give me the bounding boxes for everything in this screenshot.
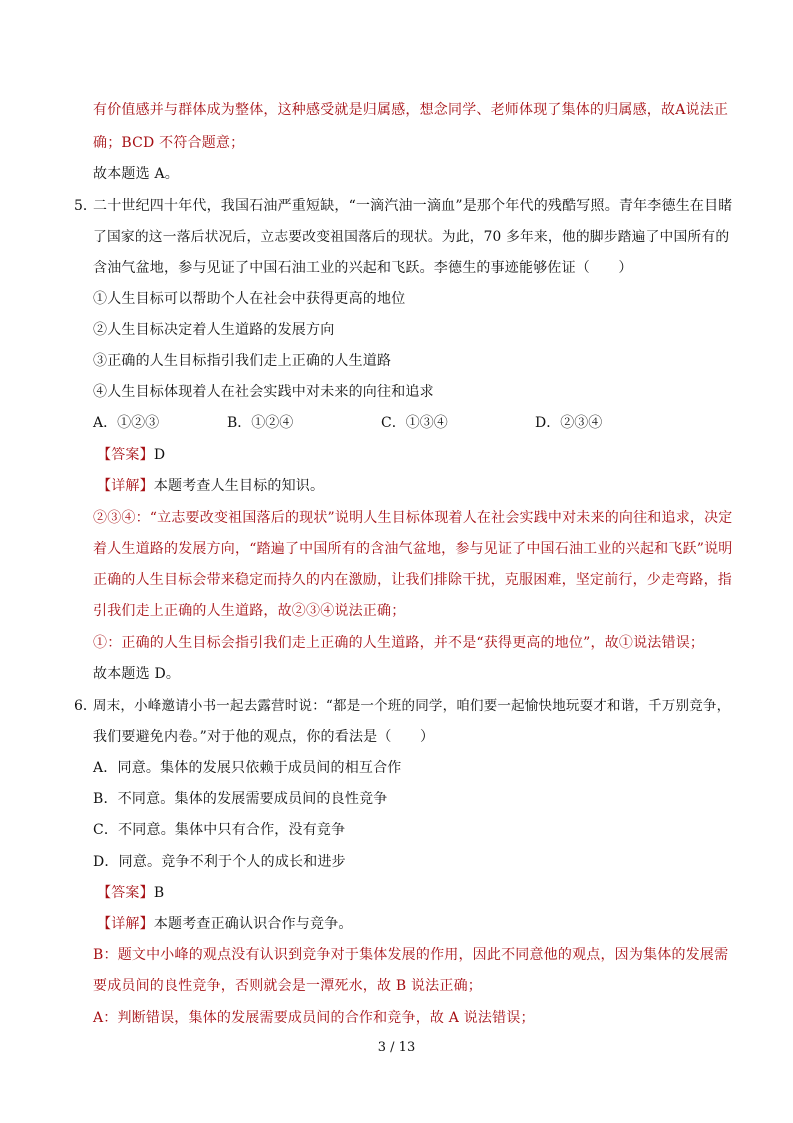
q5-explanation-line-4: 引我们走上正确的人生道路，故②③④说法正确；	[93, 603, 406, 619]
q6-stem-line-1: 周末，小峰邀请小书一起去露营时说：“都是一个班的同学，咱们要一起愉快地玩耍才和谐，千万别竞争，	[93, 698, 731, 714]
q5-detail	[97, 477, 324, 495]
q5-option-c: C．①③④	[381, 415, 448, 431]
q6-answer-tag: 【答案】	[97, 885, 154, 901]
q5-statement-1: ①人生目标可以帮助个人在社会中获得更高的地位	[93, 291, 406, 307]
prev-conclusion: 故本题选 A。	[93, 166, 179, 182]
q6-explanation-line-2: 要成员间的良性竞争，否则就会是一潭死水，故 B 说法正确；	[93, 978, 482, 994]
q6-detail	[97, 915, 353, 933]
q5-explanation-line-3: 正确的人生目标会带来稳定而持久的内在激励，让我们排除干扰，克服困难，坚定前行，少走弯路，指	[93, 572, 732, 588]
q5-option-d: D．②③④	[535, 415, 603, 431]
q6-detail-tag: 【详解】	[97, 916, 154, 932]
q5-explanation-line-2: 着人生道路的发展方向，“踏遍了中国所有的含油气盆地，参与见证了中国石油工业的兴起和飞跃”说明	[93, 541, 733, 557]
q5-option-b: B．①②④	[227, 415, 294, 431]
q5-stem-line-3: 含油气盆地，参与见证了中国石油工业的兴起和飞跃。李德生的事迹能够佐证（ ）	[93, 260, 633, 276]
q6-option-d: D．同意。竞争不利于个人的成长和进步	[93, 854, 346, 870]
q5-statement-3: ③正确的人生目标指引我们走上正确的人生道路	[93, 353, 392, 369]
q6-explanation-line-1: B：题文中小峰的观点没有认识到竞争对于集体发展的作用，因此不同意他的观点，因为集体的发展需	[93, 947, 729, 963]
q5-stem-line-2: 了国家的这一落后状况后，立志要改变祖国落后的现状。为此，70 多年来，他的脚步踏遍了中国所有的	[93, 229, 730, 245]
q5-explanation-line-5: ①：正确的人生目标会指引我们走上正确的人生道路，并不是“获得更高的地位”，故①说法错误；	[93, 635, 705, 651]
q5-detail-tag: 【详解】	[97, 478, 154, 494]
q6-stem-line-2: 我们要避免内卷。”对于他的观点，你的看法是（ ）	[93, 729, 435, 745]
q5-option-a: A．①②③	[93, 415, 160, 431]
q5-answer-value: D	[153, 447, 166, 463]
q5-statement-4: ④人生目标体现着人在社会实践中对未来的向往和追求	[93, 384, 434, 400]
q6-option-a: A．同意。集体的发展只依赖于成员间的相互合作	[93, 760, 402, 776]
q5-stem-line-1: 二十世纪四十年代，我国石油严重短缺，“一滴汽油一滴血”是那个年代的残酷写照。青年李德生在目睹	[93, 198, 733, 214]
q5-number: 5．	[74, 198, 97, 214]
prev-explanation-line-1: 有价值感并与群体成为整体，这种感受就是归属感，想念同学、老师体现了集体的归属感，故A说法正	[93, 102, 729, 118]
q5-answer-tag: 【答案】	[97, 447, 154, 463]
prev-explanation-line-2: 确；BCD 不符合题意；	[93, 135, 245, 151]
q5-answer	[97, 446, 165, 464]
page-number: 3 / 13	[377, 1040, 416, 1055]
q5-explanation-line-1: ②③④：“立志要改变祖国落后的现状”说明人生目标体现着人在社会实践中对未来的向往和追求，决定	[93, 510, 733, 526]
q6-option-c: C．不同意。集体中只有合作，没有竞争	[93, 822, 346, 838]
q6-option-b: B．不同意。集体的发展需要成员间的良性竞争	[93, 791, 388, 807]
q5-conclusion: 故本题选 D。	[93, 666, 181, 682]
q6-answer	[97, 884, 164, 902]
q6-explanation-line-3: A：判断错误，集体的发展需要成员间的合作和竞争，故 A 说法错误；	[93, 1010, 535, 1026]
q6-number: 6．	[74, 698, 97, 714]
q5-statement-2: ②人生目标决定着人生道路的发展方向	[93, 322, 335, 338]
q5-detail-text: 本题考查人生目标的知识。	[153, 478, 325, 494]
q6-answer-value: B	[153, 885, 165, 901]
q6-detail-text: 本题考查正确认识合作与竞争。	[153, 916, 353, 932]
